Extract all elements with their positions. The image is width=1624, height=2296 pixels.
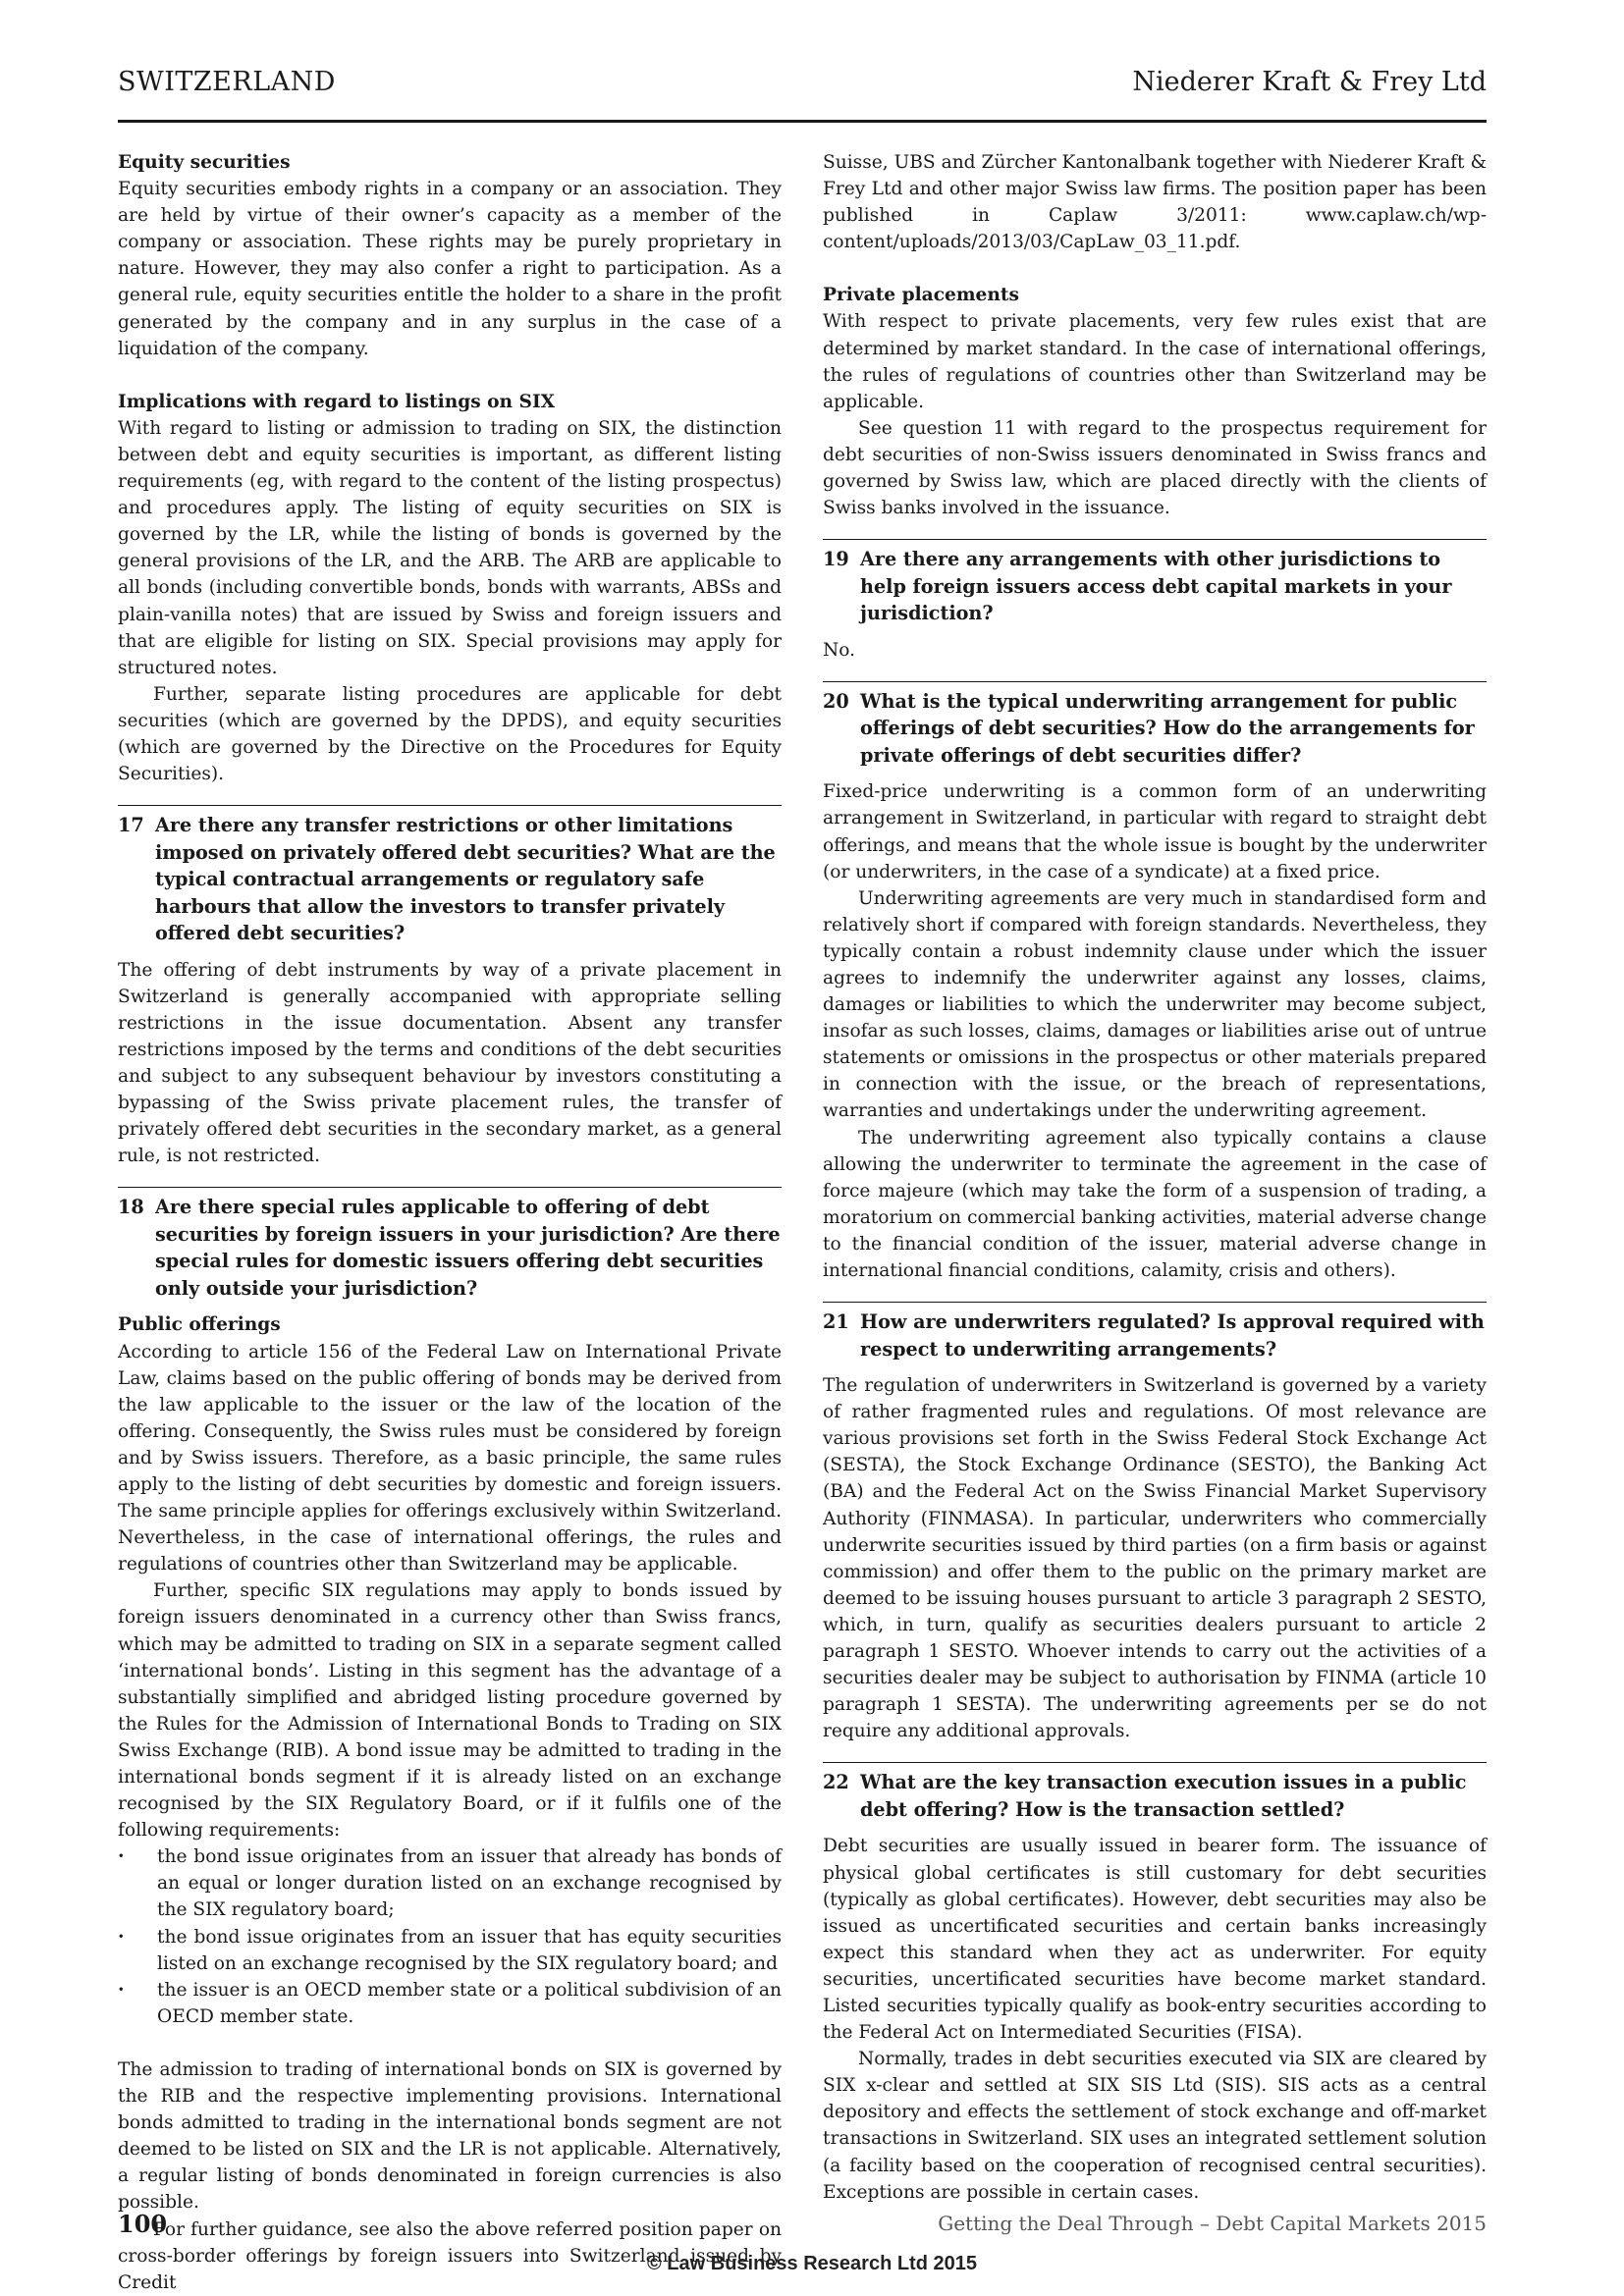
paragraph: Further, specific SIX regulations may apply to bonds issued by foreign issuers denominated in a currency other than Swiss francs, which may be admitted to trading on SIX in a separate segment called ‘international bonds’. Listing in this segment has the advantage of a substantially simplified and abridged listing procedure governed by the Rules for the Admission of International Bonds to Trading on SIX Swiss Exchange (RIB). A bond issue may be admitted to trading in the international bonds segment if it is already listed on an exchange recognised by the SIX Regulatory Board, or if it fulfils one of the following requirements: xyxy=(118,1580,782,1842)
question-number: 18 xyxy=(118,1196,144,1219)
question-21 xyxy=(823,1302,1487,1362)
paragraph: Underwriting agreements are very much in standardised form and relatively short if compared with foreign standards. Nevertheless, they typically contain a robust indemnity clause under which the issuer agrees to indemnify the underwriter against any losses, claims, damages or liabilities to which the underwriter may become subject, insofar as such losses, claims, damages or liabilities arise out of untrue statements or omissions in the prospectus or other materials prepared in connection with the issue, or the breach of representations, warranties and undertakings under the underwriting agreement. xyxy=(823,887,1487,1122)
paragraph: With respect to private placements, very few rules exist that are determined by market standard. In the case of international offerings, the rules of regulations of countries other than Switzerland may be applicable. xyxy=(823,311,1487,412)
question-number: 20 xyxy=(823,689,849,713)
list-item: · the bond issue originates from an issuer that has equity securities listed on an exchange recognised by the SIX regulatory board; and xyxy=(118,1924,782,1977)
section-heading-private-placements: Private placements xyxy=(823,285,1019,306)
header-firm: Niederer Kraft & Frey Ltd xyxy=(1132,67,1487,97)
question-text: Are there any transfer restrictions or other limitations imposed on privately offered debt securities? What are the typical contractual arrangements or regulatory safe harbours that allow the investors to transfer privately offered debt securities? xyxy=(155,814,776,945)
publication-title: Getting the Deal Through – Debt Capital Markets 2015 xyxy=(938,2212,1487,2235)
right-column xyxy=(823,149,1487,2206)
question-text: What are the key transaction execution issues in a public debt offering? How is the transaction settled? xyxy=(860,1771,1467,1821)
question-number: 19 xyxy=(823,548,849,571)
question-18 xyxy=(118,1187,782,1302)
section-heading-equity: Equity securities xyxy=(118,152,291,173)
paragraph: No. xyxy=(823,639,856,661)
requirements-list xyxy=(118,1843,782,2030)
question-text: How are underwriters regulated? Is approval required with respect to underwriting arrangements? xyxy=(860,1310,1485,1361)
section-heading-implications: Implications with regard to listings on SIX xyxy=(118,391,556,412)
paragraph: Debt securities are usually issued in bearer form. The issuance of physical global certificates is still customary for debt securities (typically as global certificates). However, debt securities may also be issued as uncertificated securities and certain banks increasingly expect this standard when they act as underwriter. For equity securities, uncertificated securities have become market standard. Listed securities typically qualify as book-entry securities according to the Federal Act on Intermediated Securities (FISA). xyxy=(823,1836,1487,2044)
list-item: · the issuer is an OECD member state or a political subdivision of an OECD member state. xyxy=(118,1977,782,2030)
question-19 xyxy=(823,539,1487,627)
paragraph: For further guidance, see also the above referred position paper on cross-border offerings by foreign issuers into Switzerland issued by Credit xyxy=(118,2218,782,2293)
page-header xyxy=(118,65,1487,123)
question-text: Are there any arrangements with other jurisdictions to help foreign issuers access debt capital markets in your jurisdiction? xyxy=(860,548,1452,625)
question-number: 21 xyxy=(823,1310,849,1334)
paragraph: With regard to listing or admission to trading on SIX, the distinction between debt and equity securities is important, as different listing requirements (eg, with regard to the content of the listing prospectus) and procedures apply. The listing of equity securities on SIX is governed by the LR, while the listing of bonds is governed by the general provisions of the LR, and the ARB. The ARB are applicable to all bonds (including convertible bonds, bonds with warrants, ABSs and plain-vanilla notes) that are issued by Swiss and foreign issuers and that are eligible for listing on SIX. Special provisions may apply for structured notes. xyxy=(118,417,782,678)
paragraph: According to article 156 of the Federal Law on International Private Law, claims based on the public offering of bonds may be derived from the law applicable to the issuer or the law of the location of the offering. Consequently, the Swiss rules must be considered by foreign and by Swiss issuers. Therefore, as a basic principle, the same rules apply to the listing of debt securities by domestic and foreign issuers. The same principle applies for offerings exclusively within Switzerland. Nevertheless, in the case of international offerings, the rules and regulations of countries other than Switzerland may be applicable. xyxy=(118,1341,782,1575)
question-22 xyxy=(823,1762,1487,1823)
paragraph: The offering of debt instruments by way of a private placement in Switzerland is generally accompanied with appropriate selling restrictions in the issue documentation. Absent any transfer restrictions imposed by the terms and conditions of the debt securities and subject to any subsequent behaviour by investors constituting a bypassing of the Swiss private placement rules, the transfer of privately offered debt securities in the secondary market, as a general rule, is not restricted. xyxy=(118,959,782,1167)
paragraph: Further, separate listing procedures are applicable for debt securities (which are governed by the DPDS), and equity securities (which are governed by the Directive on the Procedures for Equity Securities). xyxy=(118,683,782,785)
page-footer xyxy=(118,2210,1487,2249)
page-number: 100 xyxy=(118,2210,168,2238)
question-number: 22 xyxy=(823,1771,849,1794)
question-number: 17 xyxy=(118,814,144,837)
question-text: What is the typical underwriting arrangement for public offerings of debt securities? How do the arrangements for private offerings of debt securities differ? xyxy=(860,689,1475,767)
question-17 xyxy=(118,805,782,947)
question-20 xyxy=(823,681,1487,770)
paragraph: Equity securities embody rights in a company or an association. They are held by virtue of their owner’s capacity as a member of the company or association. These rights may be purely proprietary in nature. However, they may also confer a right to participation. As a general rule, equity securities entitle the holder to a share in the profit generated by the company and in any surplus in the case of a liquidation of the company. xyxy=(118,179,782,359)
section-heading-public-offerings: Public offerings xyxy=(118,1314,281,1336)
paragraph: See question 11 with regard to the prospectus requirement for debt securities of non-Swiss issuers denominated in Swiss francs and governed by Swiss law, which are placed directly with the clients of Swiss banks involved in the issuance. xyxy=(823,417,1487,519)
left-column xyxy=(118,149,782,2296)
paragraph: The regulation of underwriters in Switzerland is governed by a variety of rather fragmented rules and regulations. Of most relevance are various provisions set forth in the Swiss Federal Stock Exchange Act (SESTA), the Stock Exchange Ordinance (SESTO), the Banking Act (BA) and the Federal Act on the Swiss Financial Market Supervisory Authority (FINMASA). In particular, underwriters who commercially underwrite securities issued by third parties (on a firm basis or against commission) and offer them to the public on the primary market are deemed to be issuing houses pursuant to article 3 paragraph 2 SESTO, which, in turn, qualify as securities dealers pursuant to article 2 paragraph 1 SESTO. Whoever intends to carry out the activities of a securities dealer may be subject to authorisation by FINMA (article 10 paragraph 1 SESTA). The underwriting agreements per se do not require any additional approvals. xyxy=(823,1375,1487,1742)
paragraph: The admission to trading of international bonds on SIX is governed by the RIB and the respective implementing provisions. International bonds admitted to trading in the international bonds segment are not deemed to be listed on SIX and the LR is not applicable. Alternatively, a regular listing of bonds denominated in foreign currencies is also possible. xyxy=(118,2058,782,2214)
paragraph: The underwriting agreement also typically contains a clause allowing the underwriter to terminate the agreement in the case of force majeure (which may take the form of a suspension of trading, a moratorium on commercial banking activities, material adverse change to the financial condition of the issuer, material adverse change in international financial conditions, calamity, crisis and others). xyxy=(823,1127,1487,1281)
paragraph: Fixed-price underwriting is a common form of an underwriting arrangement in Switzerland, in particular with regard to straight debt offerings, and means that the whole issue is bought by the underwriter (or underwriters, in the case of a syndicate) at a fixed price. xyxy=(823,781,1487,882)
paragraph: Normally, trades in debt securities executed via SIX are cleared by SIX x-clear and settled at SIX SIS Ltd (SIS). SIS acts as a central depository and effects the settlement of stock exchange and off-market transactions in Switzerland. SIX uses an integrated settlement solution (a facility based on the cooperation of recognised central securities). Exceptions are possible in certain cases. xyxy=(823,2049,1487,2203)
paragraph: Suisse, UBS and Zürcher Kantonalbank together with Niederer Kraft & Frey Ltd and other major Swiss law firms. The position paper has been published in Caplaw 3/2011: www.caplaw.ch/wp-content/uploads/2013/03/CapLaw_03_11.pdf. xyxy=(823,152,1487,253)
copyright-notice: © Law Business Research Ltd 2015 xyxy=(647,2253,977,2274)
question-text: Are there special rules applicable to offering of debt securities by foreign issuers in your jurisdiction? Are there special rules for domestic issuers offering debt securities only outside your jurisdiction? xyxy=(155,1196,781,1300)
header-country: SWITZERLAND xyxy=(118,67,336,97)
list-item: · the bond issue originates from an issuer that already has bonds of an equal or longer duration listed on an exchange recognised by the SIX regulatory board; xyxy=(118,1843,782,1923)
